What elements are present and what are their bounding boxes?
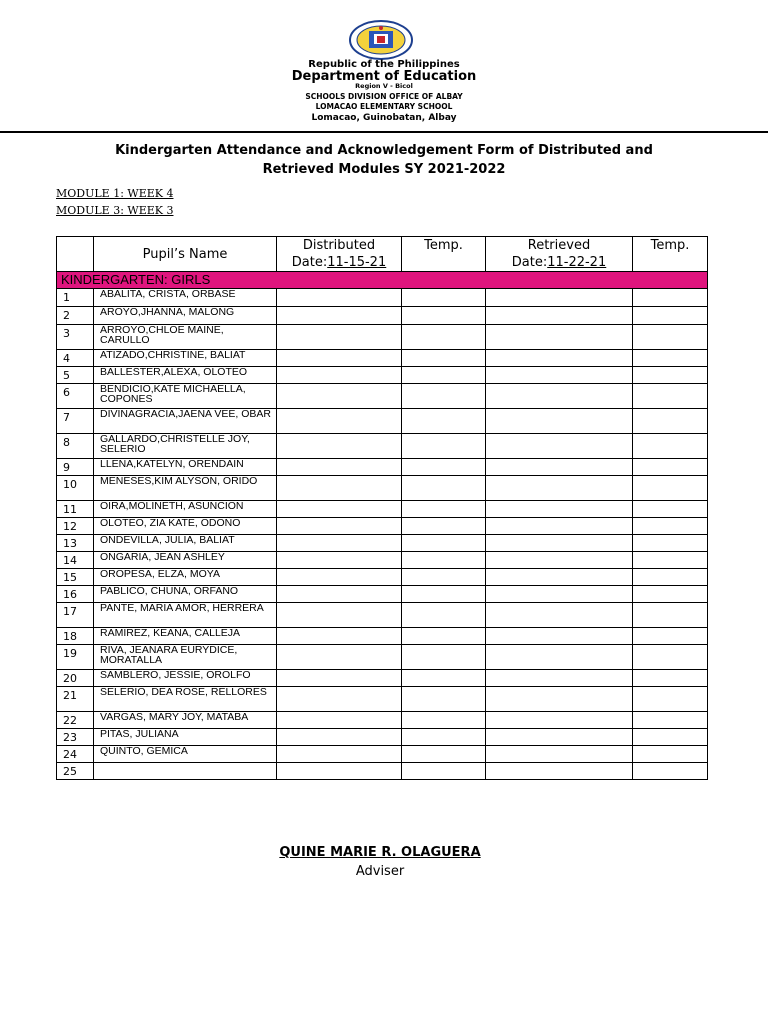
temp-distributed-cell	[402, 476, 486, 501]
row-number: 18	[57, 628, 94, 645]
retrieved-cell	[486, 746, 633, 763]
table-row	[57, 518, 708, 535]
temp-distributed-cell	[402, 289, 486, 307]
header-pupil-name: Pupil’s Name	[94, 237, 277, 272]
retrieved-cell	[486, 712, 633, 729]
row-number: 19	[57, 645, 94, 670]
pupil-name-cell: ABALITA, CRISTA, ORBASE	[94, 289, 277, 307]
section-row	[57, 272, 708, 289]
temp-retrieved-cell	[633, 645, 708, 670]
temp-distributed-cell	[402, 307, 486, 325]
header-school: LOMACAO ELEMENTARY SCHOOL	[315, 102, 453, 111]
distributed-cell	[277, 409, 402, 434]
retrieved-cell	[486, 687, 633, 712]
module-label-2: MODULE 3: WEEK 3	[56, 204, 174, 217]
attendance-table	[56, 236, 708, 780]
distributed-cell	[277, 746, 402, 763]
temp-retrieved-cell	[633, 501, 708, 518]
pupil-name-cell: ONGARIA, JEAN ASHLEY	[94, 552, 277, 569]
adviser-name: QUINE MARIE R. OLAGUERA	[279, 845, 481, 860]
table-row	[57, 645, 708, 670]
retrieved-cell	[486, 367, 633, 384]
temp-distributed-cell	[402, 434, 486, 459]
temp-distributed-cell	[402, 518, 486, 535]
retrieved-cell	[486, 670, 633, 687]
temp-retrieved-cell	[633, 518, 708, 535]
temp-distributed-cell	[402, 535, 486, 552]
header-retrieved	[486, 237, 633, 272]
header-region: Region V - Bicol	[355, 82, 413, 90]
temp-distributed-cell	[402, 367, 486, 384]
distributed-cell	[277, 552, 402, 569]
row-number: 9	[57, 459, 94, 476]
table-row	[57, 712, 708, 729]
form-title-line2: Retrieved Modules SY 2021-2022	[262, 162, 506, 177]
header-temp-2: Temp.	[633, 237, 708, 272]
pupil-name-cell: PABLICO, CHUNA, ORFANO	[94, 586, 277, 603]
temp-distributed-cell	[402, 459, 486, 476]
temp-retrieved-cell	[633, 367, 708, 384]
pupil-name-cell: QUINTO, GEMICA	[94, 746, 277, 763]
temp-retrieved-cell	[633, 603, 708, 628]
header-republic: Republic of the Philippines	[308, 59, 460, 70]
retrieved-cell	[486, 307, 633, 325]
distributed-cell	[277, 350, 402, 367]
row-number: 24	[57, 746, 94, 763]
table-row	[57, 552, 708, 569]
temp-distributed-cell	[402, 325, 486, 350]
temp-retrieved-cell	[633, 687, 708, 712]
retrieved-cell	[486, 586, 633, 603]
distributed-cell	[277, 518, 402, 535]
retrieved-cell	[486, 501, 633, 518]
retrieved-cell	[486, 518, 633, 535]
distributed-cell	[277, 476, 402, 501]
temp-retrieved-cell	[633, 763, 708, 780]
table-row	[57, 289, 708, 307]
table-row	[57, 307, 708, 325]
table-row	[57, 729, 708, 746]
module-label-1: MODULE 1: WEEK 4	[56, 187, 174, 200]
retrieved-cell	[486, 476, 633, 501]
table-row	[57, 476, 708, 501]
temp-retrieved-cell	[633, 459, 708, 476]
table-row	[57, 670, 708, 687]
table-row	[57, 535, 708, 552]
table-row	[57, 746, 708, 763]
table-row	[57, 603, 708, 628]
distributed-cell	[277, 603, 402, 628]
distributed-cell	[277, 459, 402, 476]
temp-distributed-cell	[402, 687, 486, 712]
row-number: 7	[57, 409, 94, 434]
pupil-name-cell: OIRA,MOLINETH, ASUNCION	[94, 501, 277, 518]
pupil-name-cell: RIVA, JEANARA EURYDICE, MORATALLA	[94, 645, 277, 670]
form-title-line1: Kindergarten Attendance and Acknowledgement Form of Distributed and	[115, 143, 653, 158]
temp-retrieved-cell	[633, 586, 708, 603]
row-number: 4	[57, 350, 94, 367]
retrieved-cell	[486, 325, 633, 350]
temp-distributed-cell	[402, 763, 486, 780]
table-row	[57, 409, 708, 434]
row-number: 16	[57, 586, 94, 603]
temp-distributed-cell	[402, 350, 486, 367]
row-number: 10	[57, 476, 94, 501]
header-temp-1: Temp.	[402, 237, 486, 272]
retrieved-cell	[486, 289, 633, 307]
distributed-cell	[277, 670, 402, 687]
table-header-row	[57, 237, 708, 272]
header-distributed-label: Distributed	[302, 238, 376, 253]
temp-retrieved-cell	[633, 434, 708, 459]
pupil-name-cell: SAMBLERO, JESSIE, OROLFO	[94, 670, 277, 687]
table-row	[57, 384, 708, 409]
distributed-cell	[277, 289, 402, 307]
row-number: 11	[57, 501, 94, 518]
temp-distributed-cell	[402, 712, 486, 729]
pupil-name-cell: VARGAS, MARY JOY, MATABA	[94, 712, 277, 729]
pupil-name-cell: AROYO,JHANNA, MALONG	[94, 307, 277, 325]
temp-distributed-cell	[402, 603, 486, 628]
temp-retrieved-cell	[633, 712, 708, 729]
table-row	[57, 350, 708, 367]
retrieved-cell	[486, 535, 633, 552]
header-address: Lomacao, Guinobatan, Albay	[311, 113, 457, 123]
table-row	[57, 687, 708, 712]
pupil-name-cell: BALLESTER,ALEXA, OLOTEO	[94, 367, 277, 384]
temp-distributed-cell	[402, 586, 486, 603]
temp-retrieved-cell	[633, 289, 708, 307]
row-number: 14	[57, 552, 94, 569]
temp-distributed-cell	[402, 409, 486, 434]
temp-distributed-cell	[402, 384, 486, 409]
distributed-cell	[277, 712, 402, 729]
table-row	[57, 367, 708, 384]
row-number: 8	[57, 434, 94, 459]
temp-distributed-cell	[402, 645, 486, 670]
row-number: 1	[57, 289, 94, 307]
header-distributed	[277, 237, 402, 272]
pupil-name-cell: PITAS, JULIANA	[94, 729, 277, 746]
retrieved-cell	[486, 603, 633, 628]
pupil-name-cell: SELERIO, DEA ROSE, RELLORES	[94, 687, 277, 712]
table-row	[57, 763, 708, 780]
pupil-name-cell: ONDEVILLA, JULIA, BALIAT	[94, 535, 277, 552]
pupil-name-cell: MENESES,KIM ALYSON, ORIDO	[94, 476, 277, 501]
temp-retrieved-cell	[633, 552, 708, 569]
distributed-cell	[277, 367, 402, 384]
distributed-cell	[277, 569, 402, 586]
row-number: 12	[57, 518, 94, 535]
header-date-prefix-2: Date:	[511, 255, 548, 270]
distributed-cell	[277, 645, 402, 670]
distributed-cell	[277, 535, 402, 552]
header-division: SCHOOLS DIVISION OFFICE OF ALBAY	[305, 92, 463, 101]
retrieved-cell	[486, 384, 633, 409]
pupil-name-cell: PANTE, MARIA AMOR, HERRERA	[94, 603, 277, 628]
distributed-cell	[277, 307, 402, 325]
distributed-cell	[277, 384, 402, 409]
distributed-cell	[277, 628, 402, 645]
pupil-name-cell: OLOTEO, ZIA KATE, ODOÑO	[94, 518, 277, 535]
pupil-name-cell: ATIZADO,CHRISTINE, BALIAT	[94, 350, 277, 367]
temp-retrieved-cell	[633, 325, 708, 350]
distributed-cell	[277, 729, 402, 746]
row-number: 25	[57, 763, 94, 780]
temp-retrieved-cell	[633, 307, 708, 325]
header-retrieved-date: 11-22-21	[547, 255, 607, 270]
row-number: 2	[57, 307, 94, 325]
temp-retrieved-cell	[633, 628, 708, 645]
adviser-role: Adviser	[355, 864, 405, 879]
row-number: 5	[57, 367, 94, 384]
retrieved-cell	[486, 459, 633, 476]
pupil-name-cell: OROPESA, ELZA, MOYA	[94, 569, 277, 586]
row-number: 22	[57, 712, 94, 729]
table-row	[57, 501, 708, 518]
deped-seal-icon	[348, 20, 414, 60]
table-row	[57, 434, 708, 459]
table-row	[57, 628, 708, 645]
table-row	[57, 586, 708, 603]
row-number: 15	[57, 569, 94, 586]
distributed-cell	[277, 586, 402, 603]
retrieved-cell	[486, 763, 633, 780]
header-date-prefix: Date:	[291, 255, 328, 270]
pupil-name-cell: ARROYO,CHLOE MAINE, CARULLO	[94, 325, 277, 350]
distributed-cell	[277, 434, 402, 459]
distributed-cell	[277, 687, 402, 712]
temp-distributed-cell	[402, 729, 486, 746]
row-number: 21	[57, 687, 94, 712]
distributed-cell	[277, 501, 402, 518]
retrieved-cell	[486, 628, 633, 645]
row-number: 3	[57, 325, 94, 350]
temp-retrieved-cell	[633, 535, 708, 552]
table-row	[57, 569, 708, 586]
temp-retrieved-cell	[633, 409, 708, 434]
table-row	[57, 325, 708, 350]
retrieved-cell	[486, 569, 633, 586]
retrieved-cell	[486, 434, 633, 459]
header-distributed-date: 11-15-21	[327, 255, 387, 270]
header-number	[57, 237, 94, 272]
row-number: 20	[57, 670, 94, 687]
table-row	[57, 459, 708, 476]
temp-distributed-cell	[402, 569, 486, 586]
temp-retrieved-cell	[633, 476, 708, 501]
row-number: 23	[57, 729, 94, 746]
temp-retrieved-cell	[633, 569, 708, 586]
pupil-name-cell: GALLARDO,CHRISTELLE JOY, SELERIO	[94, 434, 277, 459]
row-number: 17	[57, 603, 94, 628]
temp-distributed-cell	[402, 670, 486, 687]
header-department: Department of Education	[291, 69, 477, 84]
retrieved-cell	[486, 350, 633, 367]
pupil-name-cell: BENDICIO,KATE MICHAELLA, COPONES	[94, 384, 277, 409]
distributed-cell	[277, 325, 402, 350]
temp-distributed-cell	[402, 746, 486, 763]
row-number: 13	[57, 535, 94, 552]
pupil-name-cell: DIVINAGRACIA,JAENA VEE, OBAR	[94, 409, 277, 434]
header-divider	[0, 131, 768, 133]
temp-distributed-cell	[402, 552, 486, 569]
distributed-cell	[277, 763, 402, 780]
temp-retrieved-cell	[633, 350, 708, 367]
header-retrieved-label: Retrieved	[527, 238, 591, 253]
temp-retrieved-cell	[633, 729, 708, 746]
section-label: KINDERGARTEN: GIRLS	[57, 272, 708, 289]
pupil-name-cell: RAMIREZ, KEANA, CALLEJA	[94, 628, 277, 645]
temp-distributed-cell	[402, 628, 486, 645]
temp-retrieved-cell	[633, 670, 708, 687]
pupil-name-cell: LLENA,KATELYN, ORENDAIN	[94, 459, 277, 476]
retrieved-cell	[486, 409, 633, 434]
retrieved-cell	[486, 645, 633, 670]
pupil-name-cell	[94, 763, 277, 780]
temp-retrieved-cell	[633, 746, 708, 763]
row-number: 6	[57, 384, 94, 409]
temp-retrieved-cell	[633, 384, 708, 409]
retrieved-cell	[486, 729, 633, 746]
temp-distributed-cell	[402, 501, 486, 518]
retrieved-cell	[486, 552, 633, 569]
